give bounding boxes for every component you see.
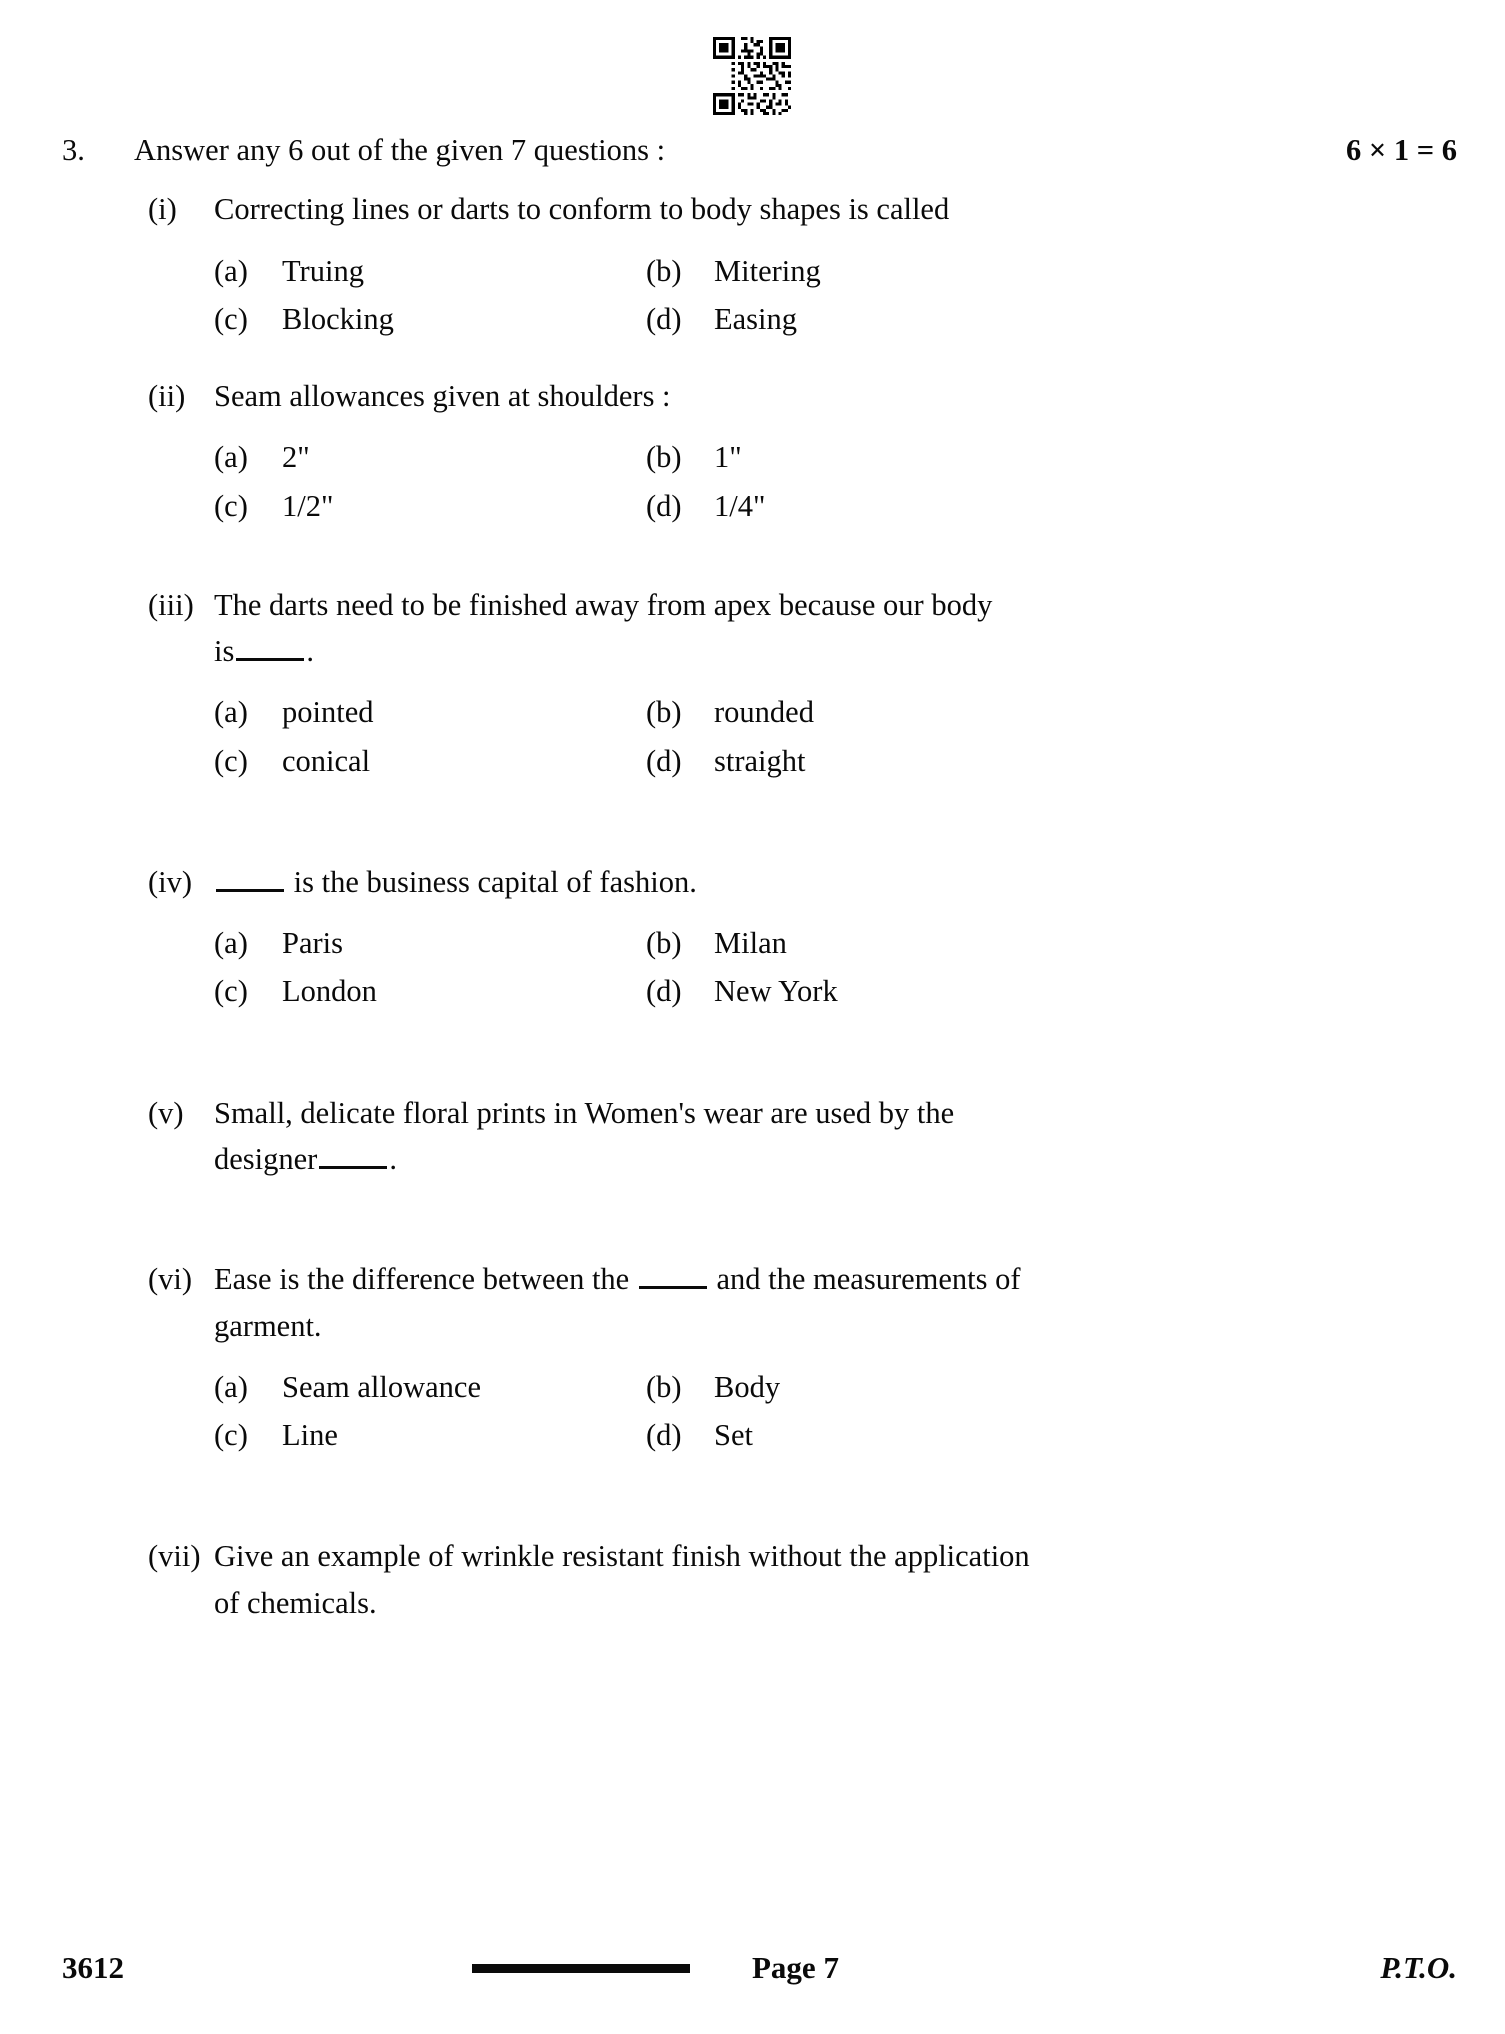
option-c[interactable]	[214, 737, 646, 785]
option-letter: (c)	[214, 1418, 248, 1453]
option-b[interactable]	[646, 919, 1387, 967]
sub-question-number: (vii)	[148, 1539, 201, 1574]
stem-text-before-blank: Ease is the difference between the	[214, 1262, 630, 1297]
option-letter: (c)	[214, 974, 248, 1009]
option-a[interactable]	[214, 919, 646, 967]
turn-over-label: P.T.O.	[1380, 1950, 1457, 1985]
sub-question-v	[0, 1090, 1505, 1183]
sub-question-stem-line2	[214, 628, 1387, 674]
option-letter: (b)	[646, 695, 682, 730]
sub-question-vi	[0, 1256, 1505, 1459]
option-letter: (b)	[646, 440, 682, 475]
options-list	[214, 247, 1387, 343]
option-letter: (d)	[646, 301, 682, 336]
option-row	[214, 295, 1387, 343]
question-3-header	[0, 130, 1505, 170]
option-label: London	[282, 974, 377, 1009]
sub-question-stem-line2: garment.	[214, 1308, 322, 1343]
page-number: Page 7	[752, 1950, 839, 1985]
option-d[interactable]	[646, 967, 1387, 1015]
option-letter: (a)	[214, 440, 248, 475]
option-letter: (a)	[214, 1369, 248, 1404]
sub-question-stem-line1	[214, 1256, 1387, 1302]
sub-question-number: (i)	[148, 192, 177, 227]
option-row	[214, 737, 1387, 785]
sub-question-number: (v)	[148, 1095, 184, 1130]
option-letter: (a)	[214, 253, 248, 288]
option-a[interactable]	[214, 688, 646, 736]
option-c[interactable]	[214, 295, 646, 343]
option-row	[214, 919, 1387, 967]
sub-question-stem-line1: Small, delicate floral prints in Women's wear are used by the	[214, 1095, 955, 1130]
answer-blank[interactable]	[639, 1262, 707, 1289]
qr-code	[713, 36, 791, 116]
sub-question-i	[0, 186, 1505, 343]
stem-text-before-blank: designer	[214, 1141, 318, 1176]
sub-question-number: (ii)	[148, 378, 186, 413]
option-letter: (d)	[646, 974, 682, 1009]
option-c[interactable]	[214, 1411, 646, 1459]
option-label: Easing	[714, 301, 798, 336]
option-label: Truing	[282, 253, 364, 288]
option-row	[214, 433, 1387, 481]
option-c[interactable]	[214, 967, 646, 1015]
stem-text-before-blank: is	[214, 634, 235, 669]
sub-question-stem: Seam allowances given at shoulders :	[214, 378, 671, 413]
option-letter: (c)	[214, 301, 248, 336]
stem-text-after-blank: .	[306, 634, 314, 669]
sub-question-ii	[0, 373, 1505, 530]
option-c[interactable]	[214, 482, 646, 530]
option-label: pointed	[282, 695, 374, 730]
question-content	[0, 130, 1505, 1626]
sub-question-iv	[0, 859, 1505, 1016]
option-b[interactable]	[646, 433, 1387, 481]
answer-blank[interactable]	[319, 1142, 387, 1169]
option-letter: (c)	[214, 743, 248, 778]
option-label: New York	[714, 974, 838, 1009]
paper-code: 3612	[62, 1950, 124, 1985]
option-label: rounded	[714, 695, 814, 730]
options-list	[214, 688, 1387, 784]
option-label: Paris	[282, 926, 343, 961]
option-d[interactable]	[646, 1411, 1387, 1459]
option-label: 2"	[282, 440, 310, 475]
option-label: Line	[282, 1418, 338, 1453]
stem-text-after-blank: and the measurements of	[716, 1262, 1021, 1297]
sub-question-stem-line1: Give an example of wrinkle resistant finish without the application	[214, 1539, 1030, 1574]
answer-blank[interactable]	[236, 634, 304, 661]
sub-question-number: (iii)	[148, 587, 194, 622]
option-b[interactable]	[646, 1363, 1387, 1411]
option-d[interactable]	[646, 737, 1387, 785]
option-d[interactable]	[646, 295, 1387, 343]
option-row	[214, 967, 1387, 1015]
options-list	[214, 1363, 1387, 1459]
option-letter: (a)	[214, 695, 248, 730]
option-label: 1/4"	[714, 488, 766, 523]
sub-question-stem	[214, 859, 1387, 905]
option-label: Set	[714, 1418, 753, 1453]
option-label: Blocking	[282, 301, 394, 336]
option-b[interactable]	[646, 688, 1387, 736]
sub-question-stem-line1: The darts need to be finished away from apex because our body	[214, 587, 993, 622]
option-d[interactable]	[646, 482, 1387, 530]
answer-blank[interactable]	[216, 865, 284, 892]
footer-divider-rule	[472, 1964, 690, 1973]
option-label: Body	[714, 1369, 781, 1404]
option-letter: (c)	[214, 488, 248, 523]
options-list	[214, 433, 1387, 529]
sub-question-vii	[0, 1533, 1505, 1626]
sub-question-iii	[0, 582, 1505, 785]
option-label: conical	[282, 743, 371, 778]
option-letter: (d)	[646, 743, 682, 778]
option-letter: (a)	[214, 926, 248, 961]
option-row	[214, 1363, 1387, 1411]
option-row	[214, 1411, 1387, 1459]
option-label: Seam allowance	[282, 1369, 482, 1404]
options-list	[214, 919, 1387, 1015]
option-row	[214, 688, 1387, 736]
option-label: Milan	[714, 926, 787, 961]
option-label: 1"	[714, 440, 742, 475]
footer-center	[272, 1950, 1277, 1986]
option-a[interactable]	[214, 433, 646, 481]
option-b[interactable]	[646, 247, 1387, 295]
option-label: straight	[714, 743, 806, 778]
option-a[interactable]	[214, 1363, 646, 1411]
question-marks: 6 × 1 = 6	[1345, 133, 1457, 167]
stem-text-after-blank: .	[389, 1141, 397, 1176]
sub-question-stem-line2	[214, 1136, 1387, 1182]
option-letter: (d)	[646, 488, 682, 523]
sub-question-stem: Correcting lines or darts to conform to body shapes is called	[214, 192, 950, 227]
option-label: 1/2"	[282, 488, 334, 523]
option-label: Mitering	[714, 253, 821, 288]
stem-text-after-blank: is the business capital of fashion.	[293, 864, 697, 899]
sub-question-number: (vi)	[148, 1262, 193, 1297]
option-a[interactable]	[214, 247, 646, 295]
sub-question-number: (iv)	[148, 864, 193, 899]
page-footer	[0, 1938, 1505, 1998]
question-number: 3.	[62, 133, 85, 167]
option-letter: (b)	[646, 1369, 682, 1404]
option-letter: (d)	[646, 1418, 682, 1453]
sub-question-stem-line2: of chemicals.	[214, 1585, 377, 1620]
option-letter: (b)	[646, 253, 682, 288]
question-instruction: Answer any 6 out of the given 7 questions :	[134, 133, 666, 167]
option-row	[214, 247, 1387, 295]
option-row	[214, 482, 1387, 530]
option-letter: (b)	[646, 926, 682, 961]
